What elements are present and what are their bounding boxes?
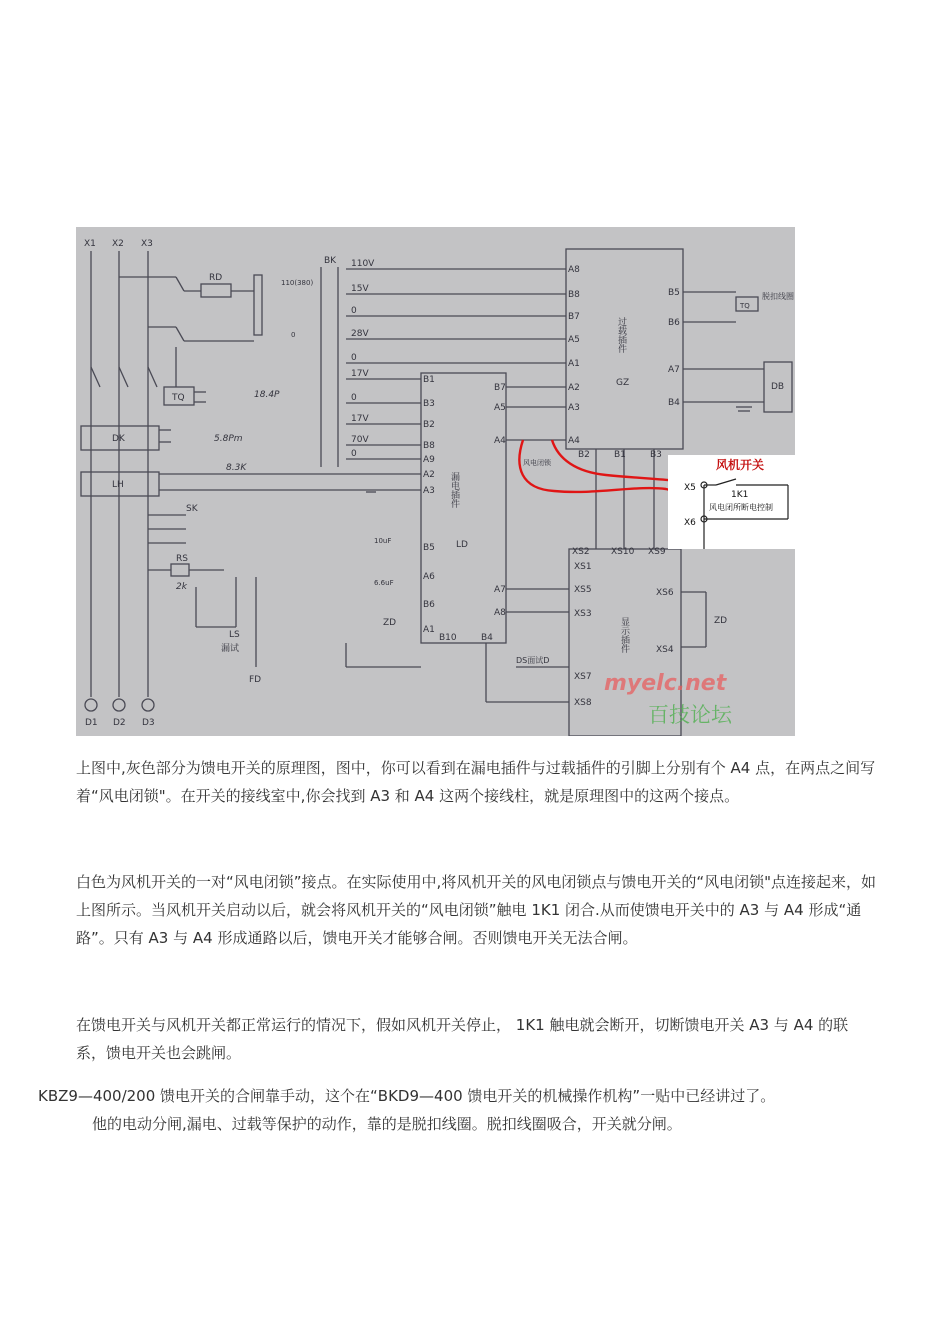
fan-switch-title: 风机开关 bbox=[716, 458, 765, 472]
label-lh: LH bbox=[112, 480, 124, 490]
xs-pin-xs4: XS4 bbox=[656, 645, 674, 655]
gz-pin-b6: B6 bbox=[668, 318, 680, 328]
tq-coil-label: TQ bbox=[740, 302, 750, 310]
terminal-x2: X2 bbox=[112, 239, 124, 249]
gz-pin-a4: A4 bbox=[568, 436, 580, 446]
ld-pin-b1: B1 bbox=[423, 375, 435, 385]
label-ls: LS bbox=[229, 630, 240, 640]
ld-pin-a5: A5 bbox=[494, 403, 506, 413]
label-bk: BK bbox=[324, 256, 337, 266]
tap-17v-b: 17V bbox=[351, 414, 369, 424]
terminal-x1: X1 bbox=[84, 239, 96, 249]
xs-pin-xs2: XS2 bbox=[572, 547, 590, 557]
gz-pin-b2: B2 bbox=[578, 450, 590, 460]
x6-label: X6 bbox=[684, 518, 696, 528]
xs-pin-xs5: XS5 bbox=[574, 585, 592, 595]
tap-0c: 0 bbox=[351, 393, 357, 403]
ld-pin-a7: A7 bbox=[494, 585, 506, 595]
tap-0b: 0 bbox=[351, 353, 357, 363]
label-coil-bottom: 0 bbox=[291, 331, 296, 339]
xs-pin-xs6: XS6 bbox=[656, 588, 674, 598]
ld-pin-b3: B3 bbox=[423, 399, 435, 409]
ld-pin-b10: B10 bbox=[439, 633, 457, 643]
label-rd: RD bbox=[209, 273, 223, 283]
gz-pin-a7: A7 bbox=[668, 365, 680, 375]
watermark-en: myelc.net bbox=[604, 671, 727, 696]
label-leak-test: 漏试 bbox=[221, 644, 240, 654]
ds-label: DS面试D bbox=[516, 656, 550, 665]
tap-0d: 0 bbox=[351, 449, 357, 459]
ld-pin-b8: B8 bbox=[423, 441, 435, 451]
watermark-cn: 百技论坛 bbox=[648, 703, 732, 727]
paragraph-4-continued: 他的电动分闸,漏电、过载等保护的动作，靠的是脱扣线圈。脱扣线圈吸合，开关就分闸。 bbox=[92, 1115, 682, 1133]
label-hw1: 18.4P bbox=[254, 390, 280, 400]
label-rs: RS bbox=[176, 554, 188, 564]
ld-pin-a4: A4 bbox=[494, 436, 506, 446]
terminal-x3: X3 bbox=[141, 239, 153, 249]
paragraph-4: KBZ9—400/200 馈电开关的合闸靠手动，这个在“BKD9—400 馈电开关的机械操作机构”一贴中已经讲过了。 bbox=[38, 1087, 776, 1105]
ld-zd: ZD bbox=[383, 618, 397, 628]
xs-pin-xs10: XS10 bbox=[611, 547, 635, 557]
ld-caption: 漏电插件 bbox=[449, 472, 459, 508]
label-dk: DK bbox=[112, 434, 125, 444]
gz-pin-b5: B5 bbox=[668, 288, 680, 298]
label-hw2: 5.8Pm bbox=[214, 434, 243, 444]
ld-pin-a9: A9 bbox=[423, 455, 435, 465]
label-coil-top: 110(380) bbox=[281, 279, 314, 287]
label-hw3: 8.3K bbox=[226, 463, 247, 473]
label-sk: SK bbox=[186, 504, 198, 514]
display-caption: 显示插件 bbox=[619, 617, 629, 653]
label-fd: FD bbox=[249, 675, 262, 685]
ld-pin-a2: A2 bbox=[423, 470, 435, 480]
ld-code: LD bbox=[456, 540, 468, 550]
paragraph-2: 白色为风机开关的一对“风电闭锁”接点。在实际使用中,将风机开关的风电闭锁点与馈电开关的“风电闭锁"点连接起来，如上图所示。当风机开关启动以后，就会将风机开关的“风电闭锁”触电 1K1 闭合.从而使馈电开关中的 A3 与 A4 形成“通路”。只有 A3 与 A4 形成通路以后，馈电开关才能够合闸。否则馈电开关无法合闸。 bbox=[76, 873, 876, 947]
ld-pin-a1: A1 bbox=[423, 625, 435, 635]
tap-110v: 110V bbox=[351, 259, 375, 269]
label-hw4: 2k bbox=[176, 582, 187, 592]
gz-pin-b4: B4 bbox=[668, 398, 680, 408]
gz-pin-a1: A1 bbox=[568, 359, 580, 369]
ld-pin-b5: B5 bbox=[423, 543, 435, 553]
tap-0a: 0 bbox=[351, 306, 357, 316]
label-tq: TQ bbox=[172, 393, 185, 403]
xs-pin-xs8: XS8 bbox=[574, 698, 592, 708]
terminal-d1: D1 bbox=[85, 718, 98, 728]
gz-pin-a5: A5 bbox=[568, 335, 580, 345]
paragraph-1: 上图中,灰色部分为馈电开关的原理图，图中，你可以看到在漏电插件与过载插件的引脚上分别有个 A4 点，在两点之间写着“风电闭锁"。在开关的接线室中,你会找到 A3 和 A4 这两个接线柱，就是原理图中的这两个接点。 bbox=[76, 759, 876, 805]
fan-control-label: 风电闭所断电控制 bbox=[709, 503, 773, 512]
schematic-diagram bbox=[76, 227, 795, 736]
cap-6uf: 6.6uF bbox=[374, 579, 394, 587]
terminal-d3: D3 bbox=[142, 718, 155, 728]
ld-pin-a8: A8 bbox=[494, 608, 506, 618]
gz-pin-a8: A8 bbox=[568, 265, 580, 275]
ld-pin-a6: A6 bbox=[423, 572, 435, 582]
gz-pin-b3: B3 bbox=[650, 450, 662, 460]
ld-pin-a3: A3 bbox=[423, 486, 435, 496]
tap-70v: 70V bbox=[351, 435, 369, 445]
terminal-d2: D2 bbox=[113, 718, 126, 728]
gz-pin-a2: A2 bbox=[568, 383, 580, 393]
ld-pin-b7: B7 bbox=[494, 383, 506, 393]
paragraph-3: 在馈电开关与风机开关都正常运行的情况下，假如风机开关停止， 1K1 触电就会断开，切断馈电开关 A3 与 A4 的联系，馈电开关也会跳闸。 bbox=[76, 1016, 849, 1062]
ld-pin-b6: B6 bbox=[423, 600, 435, 610]
gz-pin-b7: B7 bbox=[568, 312, 580, 322]
ld-pin-b4: B4 bbox=[481, 633, 493, 643]
tap-15v: 15V bbox=[351, 284, 369, 294]
tap-17v-a: 17V bbox=[351, 369, 369, 379]
zd-label: ZD bbox=[714, 616, 728, 626]
gz-pin-a3: A3 bbox=[568, 403, 580, 413]
ld-pin-b2: B2 bbox=[423, 420, 435, 430]
cap-10uf: 10uF bbox=[374, 537, 392, 545]
x5-label: X5 bbox=[684, 483, 696, 493]
gz-caption: 过载插件 bbox=[616, 317, 626, 353]
gz-pin-b1: B1 bbox=[614, 450, 626, 460]
trip-coil-label: 脱扣线圈 bbox=[762, 292, 794, 301]
lock-label: 风电闭锁 bbox=[523, 459, 551, 467]
db-label: DB bbox=[771, 382, 785, 392]
xs-pin-xs1: XS1 bbox=[574, 562, 592, 572]
tap-28v: 28V bbox=[351, 329, 369, 339]
xs-pin-xs3: XS3 bbox=[574, 609, 592, 619]
xs-pin-xs9: XS9 bbox=[648, 547, 666, 557]
k1-label: 1K1 bbox=[731, 490, 749, 500]
gz-pin-b8: B8 bbox=[568, 290, 580, 300]
gz-code: GZ bbox=[616, 378, 630, 388]
xs-pin-xs7: XS7 bbox=[574, 672, 592, 682]
